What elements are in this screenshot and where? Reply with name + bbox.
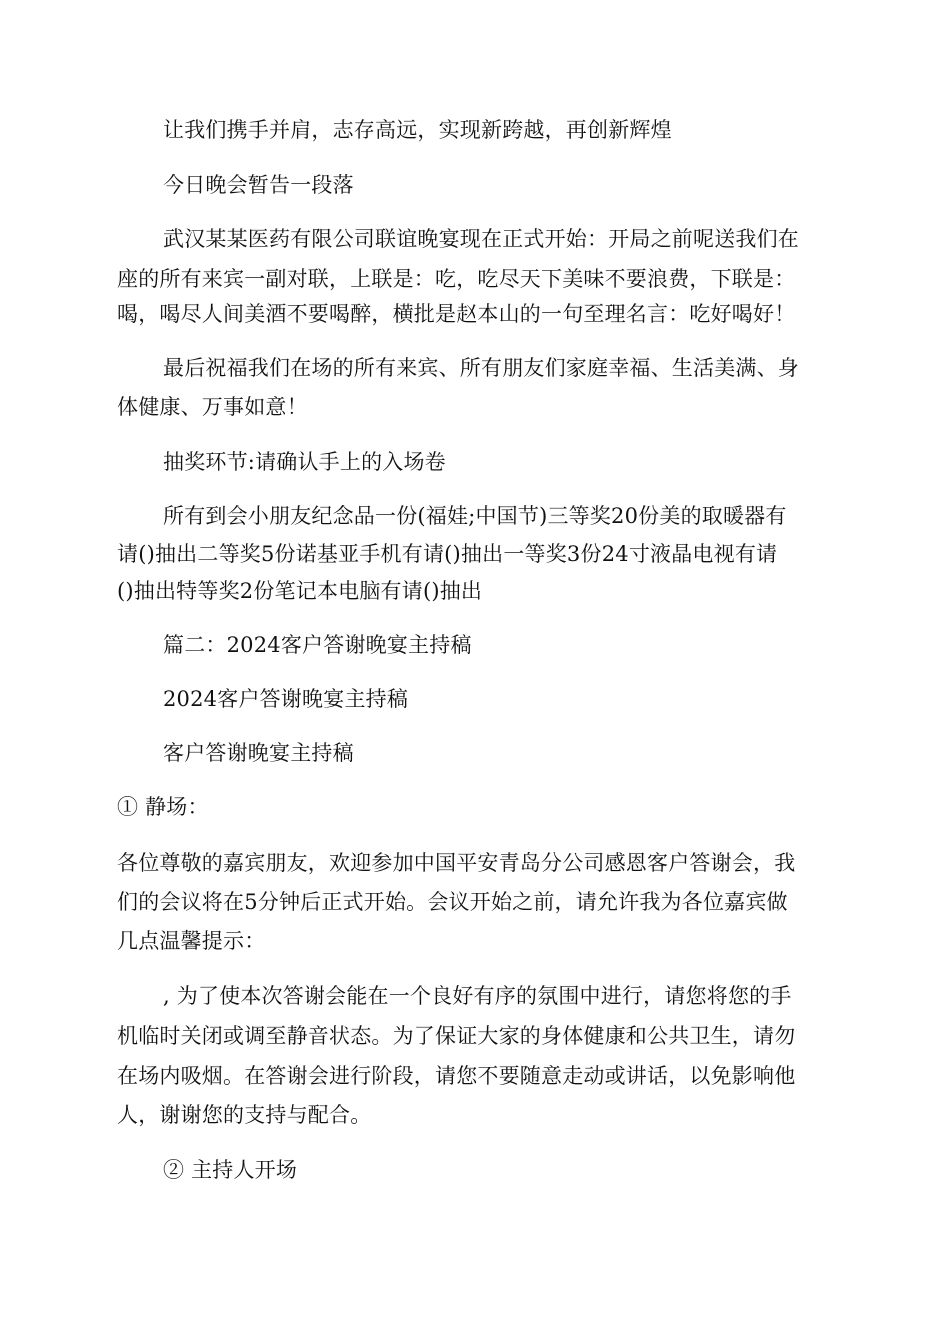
paragraph-10-line-1: ① 静场： xyxy=(117,795,209,819)
paragraph-4-line-1: 最后祝福我们在场的所有来宾、所有朋友们家庭幸福、生活美满、身 xyxy=(163,356,799,380)
paragraph-11-line-2: 们的会议将在5分钟后正式开始。会议开始之前，请允许我为各位嘉宾做 xyxy=(117,890,788,914)
paragraph-7-line-1: 篇二：2024客户答谢晚宴主持稿 xyxy=(163,633,472,657)
paragraph-11-line-3: 几点温馨提示： xyxy=(117,929,266,953)
paragraph-2-line-1: 今日晚会暂告一段落 xyxy=(163,173,354,197)
paragraph-3-line-3: 喝，喝尽人间美酒不要喝醉，横批是赵本山的一句至理名言：吃好喝好！ xyxy=(117,302,796,326)
paragraph-5-line-1: 抽奖环节:请确认手上的入场卷 xyxy=(163,450,446,474)
paragraph-8-line-1: 2024客户答谢晚宴主持稿 xyxy=(163,687,409,711)
paragraph-4-line-2: 体健康、万事如意！ xyxy=(117,395,308,419)
paragraph-1-line-1: 让我们携手并肩，志存高远，实现新跨越，再创新辉煌 xyxy=(163,118,672,142)
paragraph-9-line-1: 客户答谢晚宴主持稿 xyxy=(163,741,354,765)
paragraph-11-line-1: 各位尊敬的嘉宾朋友，欢迎参加中国平安青岛分公司感恩客户答谢会，我 xyxy=(117,851,796,875)
paragraph-12-line-3: 在场内吸烟。在答谢会进行阶段，请您不要随意走动或讲话，以免影响他 xyxy=(117,1064,796,1088)
paragraph-13-line-1: ② 主持人开场 xyxy=(163,1158,298,1182)
paragraph-3-line-1: 武汉某某医药有限公司联谊晚宴现在正式开始：开局之前呢送我们在 xyxy=(163,227,799,251)
paragraph-12-line-2: 机临时关闭或调至静音状态。为了保证大家的身体健康和公共卫生，请勿 xyxy=(117,1024,796,1048)
paragraph-3-line-2: 座的所有来宾一副对联，上联是：吃，吃尽天下美味不要浪费，下联是： xyxy=(117,267,796,291)
paragraph-6-line-2: 请()抽出二等奖5份诺基亚手机有请()抽出一等奖3份24寸液晶电视有请 xyxy=(117,542,778,566)
paragraph-6-line-3: ()抽出特等奖2份笔记本电脑有请()抽出 xyxy=(117,579,483,603)
paragraph-12-line-1: , 为了使本次答谢会能在一个良好有序的氛围中进行，请您将您的手 xyxy=(163,984,792,1008)
paragraph-6-line-1: 所有到会小朋友纪念品一份(福娃;中国节)三等奖20份美的取暖器有 xyxy=(163,504,787,528)
paragraph-12-line-4: 人，谢谢您的支持与配合。 xyxy=(117,1103,372,1127)
